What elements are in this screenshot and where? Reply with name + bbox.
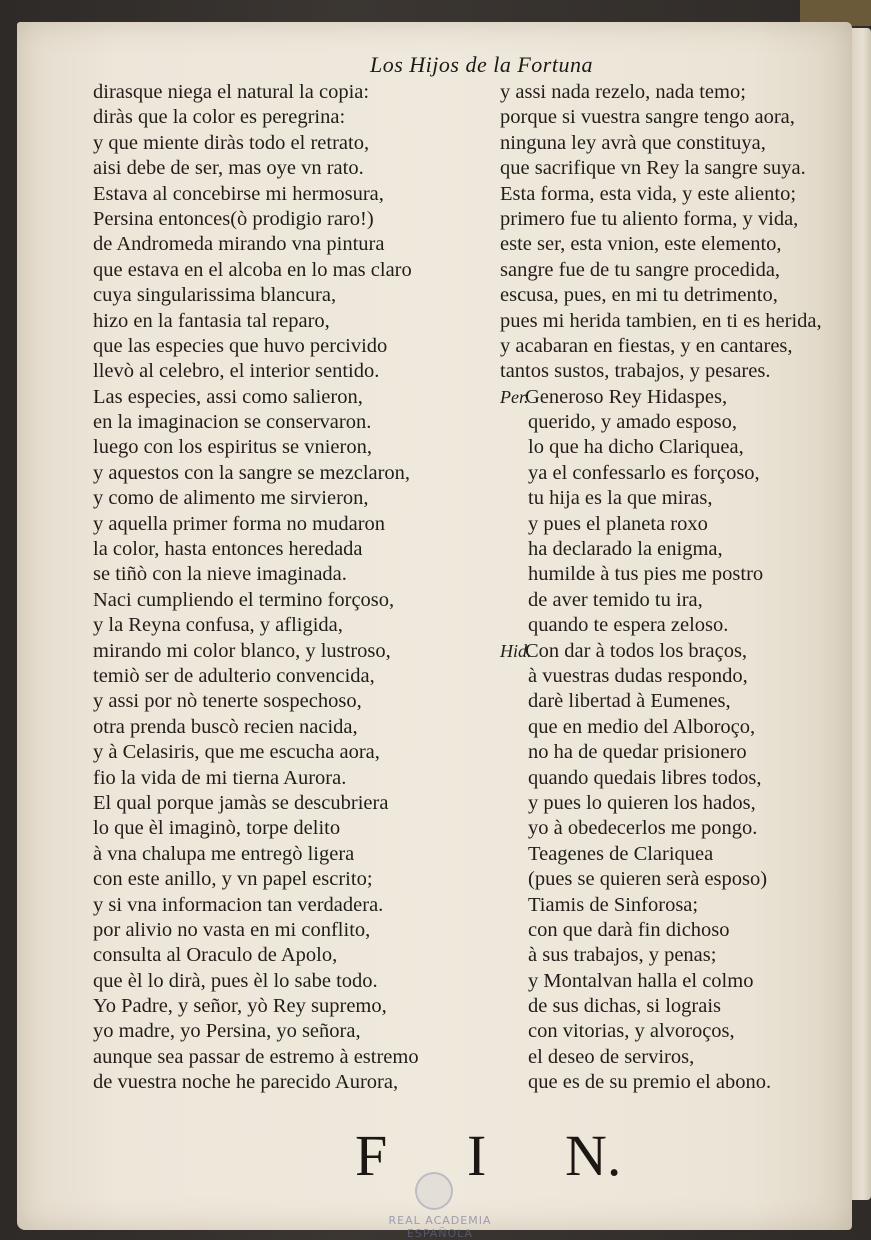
verse-line: [500, 588, 850, 613]
verse-line: [500, 182, 850, 207]
verse-line: [500, 359, 850, 384]
verse-line: Persina entonces(ò prodigio raro!): [93, 207, 374, 230]
verse-line: dirasque niega el natural la copia:: [93, 81, 370, 103]
verse-text: primero fue tu aliento forma, y vida,: [500, 207, 799, 230]
verse-line: consulta al Oraculo de Apolo,: [93, 944, 338, 967]
verse-text: Teagenes de Clariquea: [528, 842, 714, 865]
verse-text: humilde à tus pies me postro: [528, 563, 764, 586]
verse-text: tantos sustos, trabajos, y pesares.: [500, 360, 771, 383]
verse-line: y si vna informacion tan verdadera.: [93, 893, 384, 916]
verse-text: à sus trabajos, y penas;: [528, 944, 717, 967]
verse-line: cuya singularissima blancura,: [93, 284, 337, 307]
verse-line: Estava al concebirse mi hermosura,: [93, 182, 384, 205]
verse-line: se tiñò con la nieve imaginada.: [93, 563, 347, 586]
verse-line: [500, 334, 850, 359]
fin-letter-i: I: [467, 1123, 487, 1188]
verse-line: y assi por nò tenerte sospechoso,: [93, 690, 362, 713]
right-verse-column: [500, 80, 850, 1096]
verse-text: yo à obedecerlos me pongo.: [528, 817, 758, 840]
verse-line: [500, 918, 850, 943]
facing-page-edge: [850, 28, 871, 1200]
verse-text: sangre fue de tu sangre procedida,: [500, 258, 781, 281]
verse-line: [500, 80, 850, 105]
verse-line: [500, 283, 850, 308]
verse-line: [500, 537, 850, 562]
verse-line: El qual porque jamàs se descubriera: [93, 791, 389, 814]
verse-line: y aquella primer forma no mudaron: [93, 512, 386, 535]
fin-letter-f: F: [355, 1123, 388, 1188]
verse-text: porque si vuestra sangre tengo aora,: [500, 106, 795, 129]
verse-line: aunque sea passar de estremo à estremo: [93, 1045, 419, 1068]
verse-line: [500, 435, 850, 460]
verse-text: con que darà fin dichoso: [528, 918, 730, 941]
verse-line: y aquestos con la sangre se mezclaron,: [93, 461, 411, 484]
verse-text: darè libertad à Eumenes,: [528, 690, 731, 713]
verse-line: por alivio no vasta en mi conflito,: [93, 918, 371, 941]
verse-line: à vna chalupa me entregò ligera: [93, 842, 355, 865]
verse-line: otra prenda buscò recien nacida,: [93, 715, 358, 738]
verse-text: pues mi herida tambien, en ti es herida,: [500, 309, 822, 332]
verse-line: Yo Padre, y señor, yò Rey supremo,: [93, 995, 387, 1018]
verse-line: [500, 867, 850, 892]
verse-text: este ser, esta vnion, este elemento,: [500, 233, 782, 256]
verse-line: [500, 893, 850, 918]
verse-line: [500, 1045, 850, 1070]
verse-line: [500, 664, 850, 689]
verse-line: [500, 842, 850, 867]
verse-line: [500, 207, 850, 232]
verse-line: luego con los espiritus se vnieron,: [93, 436, 372, 459]
verse-line: y à Celasiris, que me escucha aora,: [93, 741, 380, 764]
verse-text: escusa, pues, en mi tu detrimento,: [500, 284, 778, 307]
verse-line: [500, 385, 850, 410]
verse-line: [500, 258, 850, 283]
verse-line: hizo en la fantasia tal reparo,: [93, 309, 330, 332]
verse-text: con vitorias, y alvoroços,: [528, 1020, 735, 1043]
verse-line: la color, hasta entonces heredada: [93, 538, 363, 561]
verse-line: de Andromeda mirando vna pintura: [93, 233, 385, 256]
verse-line: que èl lo dirà, pues èl lo sabe todo.: [93, 969, 378, 992]
verse-line: temiò ser de adulterio convencida,: [93, 664, 375, 687]
verse-text: de aver temido tu ira,: [528, 588, 703, 611]
verse-line: aisi debe de ser, mas oye vn rato.: [93, 157, 364, 180]
verse-text: que en medio del Alboroço,: [528, 715, 756, 738]
verse-line: en la imaginacion se conservaron.: [93, 411, 372, 434]
verse-line: [500, 613, 850, 638]
verse-text: Generoso Rey Hidaspes,: [525, 385, 728, 408]
verse-line: [500, 232, 850, 257]
verse-line: que las especies que huvo percivido: [93, 334, 388, 357]
verse-text: (pues se quieren serà esposo): [528, 868, 768, 891]
verse-line: Las especies, assi como salieron,: [93, 385, 363, 408]
verse-line: [500, 309, 850, 334]
verse-text: y pues el planeta roxo: [528, 512, 708, 535]
verse-text: querido, y amado esposo,: [528, 411, 737, 434]
verse-text: ya el confessarlo es forçoso,: [528, 461, 760, 484]
verse-line: [500, 156, 850, 181]
verse-text: y Montalvan halla el colmo: [528, 969, 754, 992]
verse-line: [500, 461, 850, 486]
library-watermark: REAL ACADEMIA ESPAÑOLA: [388, 1214, 492, 1240]
verse-text: que sacrifique vn Rey la sangre suya.: [500, 157, 806, 180]
verse-line: [500, 816, 850, 841]
verse-line: llevò al celebro, el interior sentido.: [93, 360, 380, 383]
verse-line: [500, 969, 850, 994]
verse-text: y acabaran en fiestas, y en cantares,: [500, 334, 793, 357]
verse-line: [500, 1019, 850, 1044]
verse-text: quando te espera zeloso.: [528, 614, 729, 637]
verse-text: Tiamis de Sinforosa;: [528, 893, 699, 916]
verse-line: y la Reyna confusa, y afligida,: [93, 614, 343, 637]
verse-line: mirando mi color blanco, y lustroso,: [93, 639, 391, 662]
speaker-label: Per.: [500, 386, 529, 407]
verse-line: [500, 562, 850, 587]
verse-line: [500, 791, 850, 816]
verse-text: de sus dichas, si lograis: [528, 995, 722, 1018]
running-head: Los Hijos de la Fortuna: [370, 52, 593, 77]
verse-line: [500, 512, 850, 537]
verse-text: y pues lo quieren los hados,: [528, 791, 756, 814]
verse-text: ha declarado la enigma,: [528, 538, 723, 561]
verse-line: [500, 715, 850, 740]
verse-line: [500, 131, 850, 156]
verse-line: yo madre, yo Persina, yo señora,: [93, 1020, 361, 1043]
verse-line: diràs que la color es peregrina:: [93, 106, 346, 129]
verse-line: [500, 740, 850, 765]
verse-line: que estava en el alcoba en lo mas claro: [93, 258, 412, 281]
verse-text: Esta forma, esta vida, y este aliento;: [500, 182, 797, 205]
verse-line: de vuestra noche he parecido Aurora,: [93, 1071, 399, 1094]
verse-line: Naci cumpliendo el termino forçoso,: [93, 588, 395, 611]
verse-line: y que miente diràs todo el retrato,: [93, 131, 370, 154]
left-verse-column: [93, 80, 473, 1096]
fin-colophon: [355, 1122, 655, 1192]
verse-text: quando quedais libres todos,: [528, 766, 762, 789]
library-stamp-icon: [415, 1172, 453, 1210]
verse-line: [500, 994, 850, 1019]
verse-text: el deseo de serviros,: [528, 1045, 695, 1068]
verse-text: ninguna ley avrà que constituya,: [500, 131, 766, 154]
verse-line: [500, 410, 850, 435]
verse-text: lo que ha dicho Clariquea,: [528, 436, 744, 459]
verse-line: [500, 486, 850, 511]
verse-line: [500, 1070, 850, 1095]
verse-line: [500, 105, 850, 130]
verse-line: lo que èl imaginò, torpe delito: [93, 817, 341, 840]
verse-line: con este anillo, y vn papel escrito;: [93, 868, 373, 891]
verse-text: y assi nada rezelo, nada temo;: [500, 81, 746, 103]
verse-text: Con dar à todos los braços,: [525, 639, 748, 662]
verse-line: [500, 943, 850, 968]
verse-text: no ha de quedar prisionero: [528, 741, 747, 764]
verse-line: [500, 766, 850, 791]
verse-line: fio la vida de mi tierna Aurora.: [93, 766, 347, 789]
verse-line: [500, 639, 850, 664]
verse-line: y como de alimento me sirvieron,: [93, 487, 369, 510]
verse-text: que es de su premio el abono.: [528, 1071, 772, 1094]
verse-text: à vuestras dudas respondo,: [528, 664, 748, 687]
verse-text: tu hija es la que miras,: [528, 487, 713, 510]
speaker-label: Hid.: [500, 640, 532, 661]
fin-letter-n: N.: [565, 1123, 622, 1188]
verse-line: [500, 689, 850, 714]
